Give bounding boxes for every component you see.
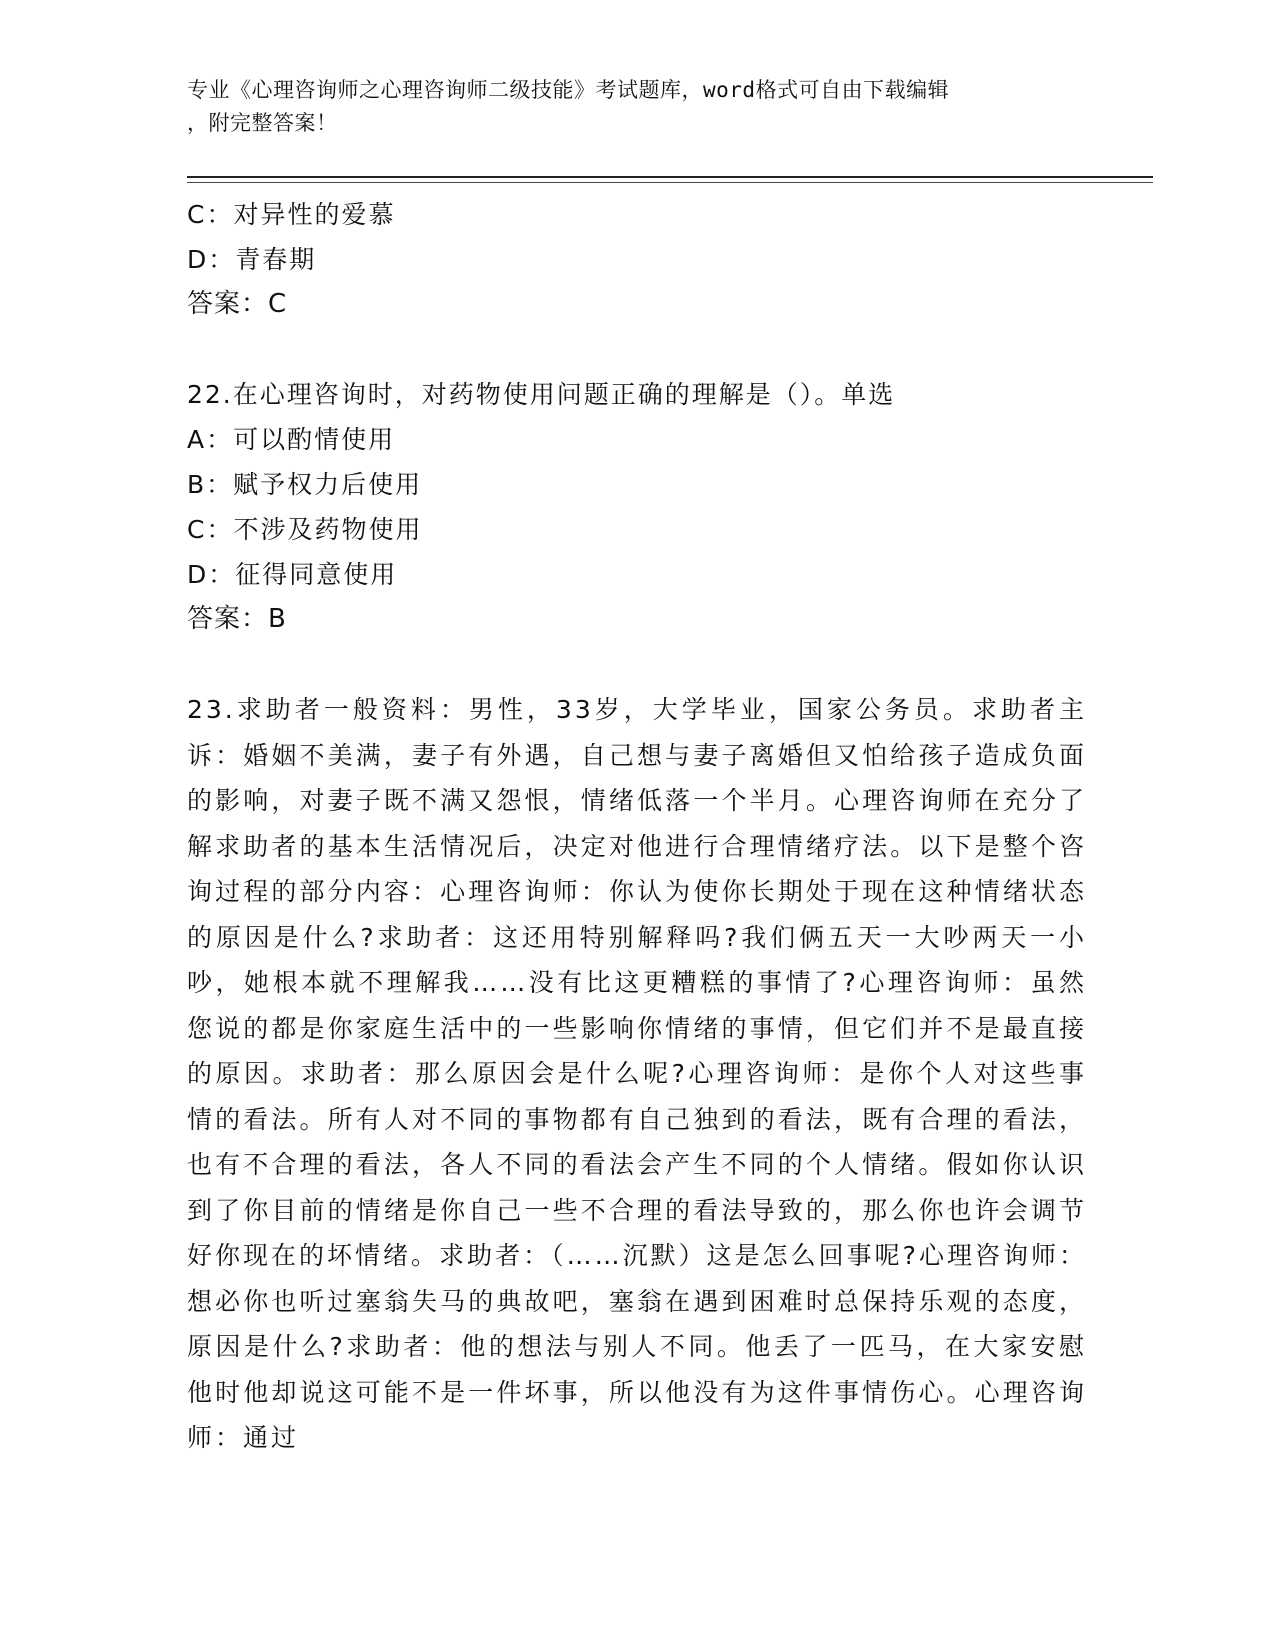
q22-option-b: B：赋予权力后使用 bbox=[187, 470, 423, 499]
q22-option-d: D：征得同意使用 bbox=[187, 560, 398, 589]
spacer bbox=[187, 642, 1087, 687]
q23-stem: 23.求助者一般资料：男性，33岁，大学毕业，国家公务员。求助者主诉：婚姻不美满，妻子有外遇，自己想与妻子离婚但又怕给孩子造成负面的影响，对妻子既不满又怨恨，情绪低落一个半月。心理咨询师在充分了解求助者的基本生活情况后，决定对他进行合理情绪疗法。以下是整个咨询过程的部分内容：心理咨询师：你认为使你长期处于现在这种情绪状态的原因是什么?求助者：这还用特别解释吗?我们俩五天一大吵两天一小吵，她根本就不理解我……没有比这更糟糕的事情了?心理咨询师：虽然您说的都是你家庭生活中的一些影响你情绪的事情，但它们并不是最直接的原因。求助者：那么原因会是什么呢?心理咨询师：是你个人对这些事情的看法。所有人对不同的事物都有自己独到的看法，既有合理的看法，也有不合理的看法，各人不同的看法会产生不同的个人情绪。假如你认识到了你目前的情绪是你自己一些不合理的看法导致的，那么你也许会调节好你现在的坏情绪。求助者：（……沉默）这是怎么回事呢?心理咨询师：想必你也听过塞翁失马的典故吧，塞翁在遇到困难时总保持乐观的态度，原因是什么?求助者：他的想法与别人不同。他丢了一匹马，在大家安慰他时他却说这可能不是一件坏事，所以他没有为这件事情伤心。心理咨询师：通过 bbox=[187, 695, 1087, 1452]
q22-option-a: A：可以酌情使用 bbox=[187, 425, 396, 454]
q22-option-c: C：不涉及药物使用 bbox=[187, 515, 423, 544]
q21-option-d: D：青春期 bbox=[187, 245, 317, 274]
document-header bbox=[187, 74, 1067, 140]
header-line-1: 专业《心理咨询师之心理咨询师二级技能》考试题库，word格式可自由下载编辑 bbox=[187, 78, 950, 102]
spacer bbox=[187, 327, 1087, 372]
q22-stem: 22.在心理咨询时，对药物使用问题正确的理解是（）。单选 bbox=[187, 380, 896, 409]
q21-answer: 答案：C bbox=[187, 289, 288, 319]
header-divider-thin bbox=[187, 182, 1153, 183]
q22-answer: 答案：B bbox=[187, 604, 287, 634]
document-body bbox=[187, 192, 1087, 1461]
header-line-2: ，附完整答案！ bbox=[187, 111, 338, 135]
q21-option-c: C：对异性的爱慕 bbox=[187, 200, 396, 229]
header-divider-thick bbox=[187, 176, 1153, 178]
